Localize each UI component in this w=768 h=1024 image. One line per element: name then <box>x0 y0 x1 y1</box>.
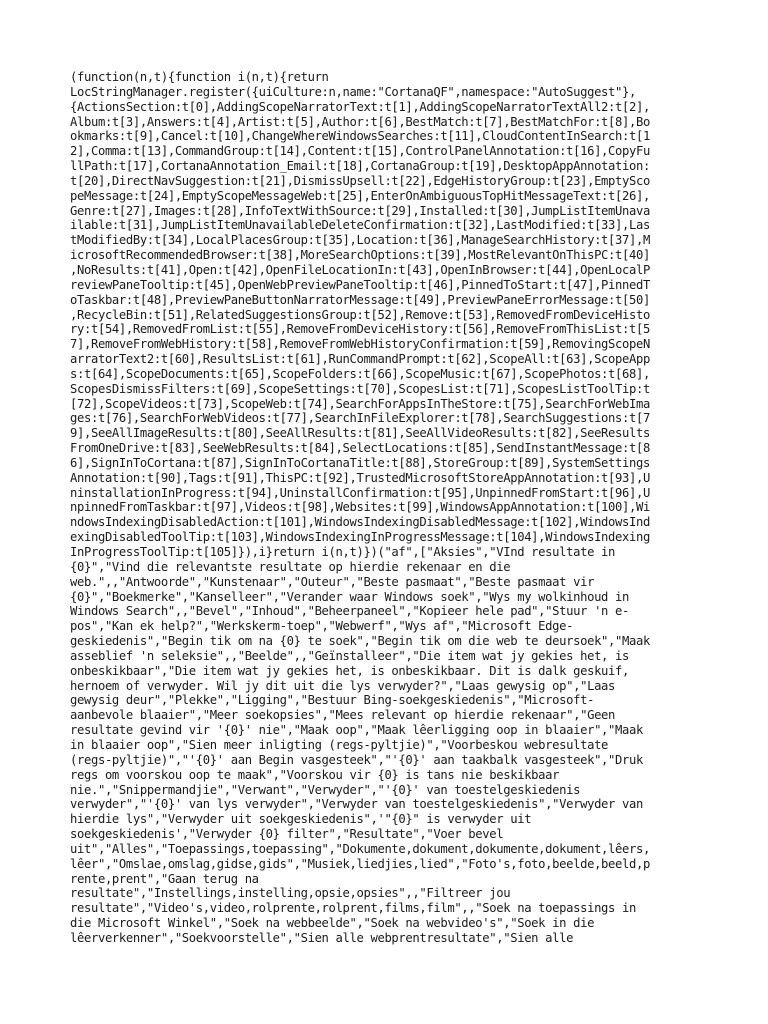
code-line: ,NoResults:t[41],Open:t[42],OpenFileLocationIn:t[43],OpenInBrowser:t[44],OpenLocalP <box>70 262 650 277</box>
source-code-text <box>70 70 700 946</box>
code-line: lêer","Omslae,omslag,gidse,gids","Musiek,liedjies,lied","Foto's,foto,beelde,beeld,p <box>70 856 650 871</box>
code-line: geskiedenis","Begin tik om na {0} te soek","Begin tik om die web te deursoek","Maak <box>70 634 650 649</box>
code-line: ndowsIndexingDisabledAction:t[101],WindowsIndexingDisabledMessage:t[102],WindowsInd <box>70 515 650 530</box>
code-line: hernoem of verwyder. Wil jy dit uit die lys verwyder?","Laas gewysig op","Laas <box>70 678 616 693</box>
code-line: resultate","Instellings,instelling,opsie,opsies",,"Filtreer jou <box>70 886 511 901</box>
code-line: 6],SignInToCortana:t[87],SignInToCortanaTitle:t[88],StoreGroup:t[89],SystemSettings <box>70 455 650 470</box>
code-line: resultate","Video's,video,rolprente,rolprent,films,film",,"Soek na toepassings in <box>70 901 636 916</box>
code-line: (function(n,t){function i(n,t){return <box>70 70 329 84</box>
code-line: in blaaier oop","Sien meer inligting (regs-pyltjie)","Voorbeskou webresultate <box>70 737 609 752</box>
code-line: oTaskbar:t[48],PreviewPaneButtonNarratorMessage:t[49],PreviewPaneErrorMessage:t[50] <box>70 292 650 307</box>
code-line: arratorText2:t[60],ResultsList:t[61],RunCommandPrompt:t[62],ScopeAll:t[63],ScopeApp <box>70 352 650 367</box>
code-line: InProgressToolTip:t[105]}),i}return i(n,t)})("af",["Aksies","VInd resultate in <box>70 545 616 559</box>
code-line: ilable:t[31],JumpListItemUnavailableDeleteConfirmation:t[32],LastModified:t[33],Las <box>70 218 650 233</box>
code-line: web.",,"Antwoorde","Kunstenaar","Outeur","Beste pasmaat","Beste pasmaat vir <box>70 574 595 589</box>
code-line: die Microsoft Winkel","Soek na webbeelde","Soek na webvideo's","Soek in die <box>70 916 595 931</box>
code-line: peMessage:t[24],EmptyScopeMessageWeb:t[25],EnterOnAmbiguousTopHitMessageText:t[26], <box>70 188 650 203</box>
code-line: Windows Search",,"Bevel","Inhoud","Beheerpaneel","Kopieer hele pad","Stuur 'n e- <box>70 604 630 619</box>
code-line: icrosoftRecommendedBrowser:t[38],MoreSearchOptions:t[39],MostRelevantOnThisPC:t[40] <box>70 248 650 263</box>
code-line: regs om voorskou oop te maak","Voorskou vir {0} is tans nie beskikbaar <box>70 767 560 782</box>
code-line: Genre:t[27],Images:t[28],InfoTextWithSource:t[29],Installed:t[30],JumpListItemUnava <box>70 203 650 218</box>
code-line: pos","Kan ek help?","Werkskerm-toep","Webwerf","Wys af","Microsoft Edge- <box>70 619 574 634</box>
code-line: (regs-pyltjie)","'{0}' aan Begin vasgesteek","'{0}' aan taakbalk vasgesteek","Druk <box>70 752 643 767</box>
code-line: gewysig deur","Plekke","Ligging","Bestuur Bing-soekgeskiedenis","Microsoft- <box>70 693 595 708</box>
code-line: 2],Comma:t[13],CommandGroup:t[14],Content:t[15],ControlPanelAnnotation:t[16],CopyFu <box>70 144 650 159</box>
code-line: t[20],DirectNavSuggestion:t[21],DismissUpsell:t[22],EdgeHistoryGroup:t[23],EmptySco <box>70 173 650 188</box>
code-line: okmarks:t[9],Cancel:t[10],ChangeWhereWindowsSearches:t[11],CloudContentInSearch:t[1 <box>70 129 650 144</box>
code-line: ninstallationInProgress:t[94],UninstallConfirmation:t[95],UnpinnedFromStart:t[96],U <box>70 485 650 500</box>
code-line: ges:t[76],SearchForWebVideos:t[77],SearchInFileExplorer:t[78],SearchSuggestions:t[7 <box>70 411 650 426</box>
code-line: resultate gevind vir '{0}' nie","Maak oop","Maak lêerligging oop in blaaier","Maak <box>70 723 643 738</box>
code-line: tModifiedBy:t[34],LocalPlacesGroup:t[35],Location:t[36],ManageSearchHistory:t[37],M <box>70 233 650 248</box>
code-line: Album:t[3],Answers:t[4],Artist:t[5],Author:t[6],BestMatch:t[7],BestMatchFor:t[8],Bo <box>70 114 650 129</box>
code-line: exingDisabledToolTip:t[103],WindowsIndexingInProgressMessage:t[104],WindowsIndexing <box>70 530 650 545</box>
code-line: rente,prent","Gaan terug na <box>70 871 259 886</box>
code-line: hierdie lys","Verwyder uit soekgeskiedenis",'"{0}" is verwyder uit <box>70 812 532 827</box>
code-line: lêerverkenner","Soekvoorstelle","Sien alle webprentresultate","Sien alle <box>70 930 574 945</box>
code-line: [72],ScopeVideos:t[73],ScopeWeb:t[74],SearchForAppsInTheStore:t[75],SearchForWebIma <box>70 396 650 411</box>
code-line: {ActionsSection:t[0],AddingScopeNarratorText:t[1],AddingScopeNarratorTextAll2:t[2], <box>70 99 650 114</box>
code-line: {0}","Boekmerke","Kanselleer","Verander waar Windows soek","Wys my wolkinhoud in <box>70 589 630 604</box>
code-line: soekgeskiedenis',"Verwyder {0} filter","Resultate","Voer bevel <box>70 827 504 842</box>
code-line: {0}","Vind die relevantste resultate op hierdie rekenaar en die <box>70 559 511 574</box>
code-line: uit","Alles","Toepassings,toepassing","Dokumente,dokument,dokumente,dokument,lêers, <box>70 841 650 856</box>
code-line: reviewPaneTooltip:t[45],OpenWebPreviewPaneTooltip:t[46],PinnedToStart:t[47],PinnedT <box>70 277 650 292</box>
code-line: llPath:t[17],CortanaAnnotation_Email:t[18],CortanaGroup:t[19],DesktopAppAnnotation: <box>70 159 650 174</box>
code-line: ScopesDismissFilters:t[69],ScopeSettings:t[70],ScopesList:t[71],ScopesListToolTip:t <box>70 381 650 396</box>
code-line: 7],RemoveFromWebHistory:t[58],RemoveFromWebHistoryConfirmation:t[59],RemovingScopeN <box>70 337 650 352</box>
code-line: nie.","Snippermandjie","Verwant","Verwyder","'{0}' van toestelgeskiedenis <box>70 782 581 797</box>
code-line: Annotation:t[90],Tags:t[91],ThisPC:t[92],TrustedMicrosoftStoreAppAnnotation:t[93],U <box>70 470 650 485</box>
code-line: aanbevole blaaier","Meer soekopsies","Mees relevant op hierdie rekenaar","Geen <box>70 708 616 723</box>
code-line: ,RecycleBin:t[51],RelatedSuggestionsGroup:t[52],Remove:t[53],RemovedFromDeviceHisto <box>70 307 650 322</box>
code-line: npinnedFromTaskbar:t[97],Videos:t[98],Websites:t[99],WindowsAppAnnotation:t[100],Wi <box>70 500 650 515</box>
code-line: 9],SeeAllImageResults:t[80],SeeAllResults:t[81],SeeAllVideoResults:t[82],SeeResults <box>70 426 650 441</box>
code-line: verwyder","'{0}' van lys verwyder","Verwyder van toestelgeskiedenis","Verwyder van <box>70 797 643 812</box>
code-line: LocStringManager.register({uiCulture:n,name:"CortanaQF",namespace:"AutoSuggest"}, <box>70 84 636 99</box>
code-line: ry:t[54],RemovedFromList:t[55],RemoveFromDeviceHistory:t[56],RemoveFromThisList:t[5 <box>70 322 650 337</box>
code-line: onbeskikbaar","Die item wat jy gekies het, is onbeskikbaar. Dit is dalk geskuif, <box>70 663 630 678</box>
code-line: asseblief 'n seleksie",,"Beelde",,"Geïnstalleer","Die item wat jy gekies het, is <box>70 648 630 663</box>
code-line: s:t[64],ScopeDocuments:t[65],ScopeFolders:t[66],ScopeMusic:t[67],ScopePhotos:t[68], <box>70 366 650 381</box>
code-line: FromOneDrive:t[83],SeeWebResults:t[84],SelectLocations:t[85],SendInstantMessage:t[8 <box>70 441 650 456</box>
